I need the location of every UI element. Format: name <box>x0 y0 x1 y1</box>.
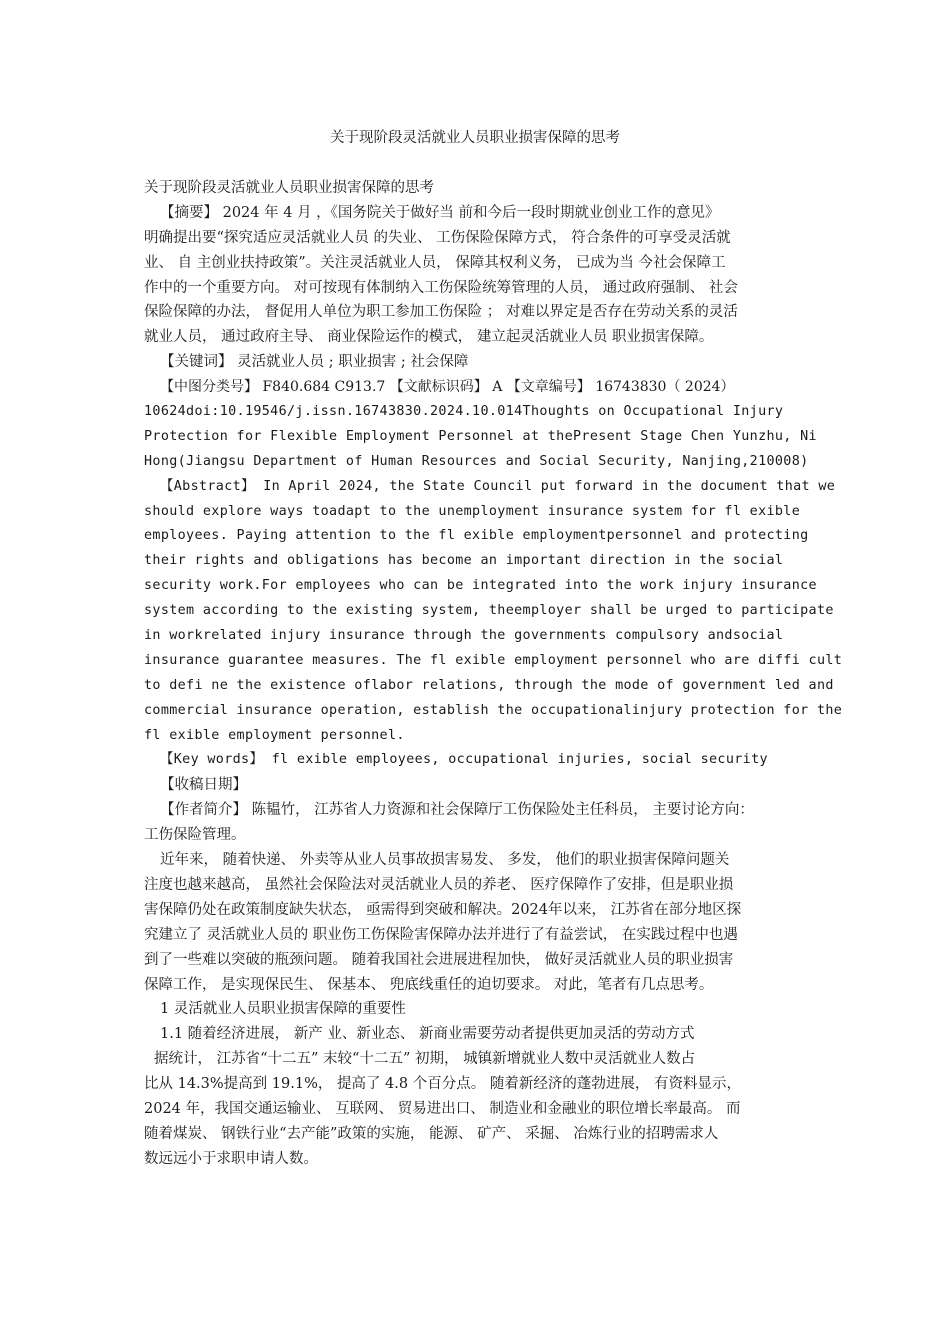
paragraph-line: 到了一些难以突破的瓶颈问题。 随着我国社会进展进程加快， 做好灵活就业人员的职业损害 <box>144 951 734 968</box>
received-date-line: 【收稿日期】 <box>160 777 247 794</box>
abstract-cn-line: 【摘要】 2024 年 4 月 ，《国务院关于做好当 前和今后一段时期就业创业工作的意见》 <box>160 204 720 221</box>
abstract-en-line: in workrelated injury insurance through the governments compulsory andsocial <box>144 628 784 644</box>
section-heading: 1 灵活就业人员职业损害保障的重要性 <box>160 1001 406 1018</box>
abstract-cn-line: 保险保障的办法， 督促用人单位为职工参加工伤保险 ； 对难以界定是否存在劳动关系的灵活 <box>144 304 738 321</box>
abstract-en-line: should explore ways toadapt to the unemployment insurance system for fl exible <box>144 503 801 519</box>
paragraph-line: 数远远小于求职申请人数。 <box>144 1150 318 1167</box>
keywords-cn-line: 【关键词】 灵活就业人员 ; 职业损害 ; 社会保障 <box>160 354 469 371</box>
paragraph-line: 保障工作， 是实现保民生、 保基本、 兜底线重任的迫切要求。 对此，笔者有几点思考。 <box>144 976 714 993</box>
heading-line: 关于现阶段灵活就业人员职业损害保障的思考 <box>144 180 434 196</box>
paragraph-line: 据统计， 江苏省“十二五” 末较“十二五” 初期， 城镇新增就业人数中灵活就业人数占 <box>154 1051 696 1068</box>
abstract-en-line: commercial insurance operation, establish the occupationalinjury protection for the <box>144 702 843 718</box>
abstract-cn-line: 业、 自 主创业扶持政策”。关注灵活就业人员， 保障其权利义务， 已成为当 今社会保障工 <box>144 254 726 271</box>
abstract-en-line: insurance guarantee measures. The fl exible employment personnel who are diffi cult <box>144 652 843 668</box>
affiliation-line: Hong(Jiangsu Department of Human Resources and Social Security, Nanjing,210008) <box>144 453 809 469</box>
abstract-cn-line: 就业人员， 通过政府主导、 商业保险运作的模式， 建立起灵活就业人员 职业损害保障。 <box>144 329 714 346</box>
document-body <box>144 176 843 1172</box>
paragraph-line: 随着煤炭、 钢铁行业“去产能”政策的实施， 能源、 矿产、 采掘、 冶炼行业的招聘需求人 <box>144 1125 719 1142</box>
paragraph-line: 注度也越来越高， 虽然社会保险法对灵活就业人员的养老、 医疗保障作了安排，但是职业损 <box>144 876 734 893</box>
abstract-en-line: employees. Paying attention to the fl exible employmentpersonnel and protecting <box>144 528 809 544</box>
abstract-en-line: to defi ne the existence oflabor relations, through the mode of government led and <box>144 677 834 693</box>
paragraph-line: 2024 年，我国交通运输业、 互联网、 贸易进出口、 制造业和金融业的职位增长率最高。 而 <box>144 1100 741 1117</box>
classification-line: 【中图分类号】 F840.684 C913.7 【文献标识码】 A 【文章编号】 16743830（ 2024） <box>160 379 735 396</box>
english-title-line: Protection for Flexible Employment Personnel at thePresent Stage Chen Yunzhu, Ni <box>144 428 817 444</box>
author-info-line: 工伤保险管理。 <box>144 827 246 844</box>
abstract-en-line: 【Abstract】 In April 2024, the State Council put forward in the document that we <box>160 478 836 494</box>
abstract-en-line: fl exible employment personnel. <box>144 727 405 743</box>
paragraph-line: 害保障仍处在政策制度缺失状态， 亟需得到突破和解决。2024年以来， 江苏省在部分地区探 <box>144 901 742 918</box>
paragraph-line: 究建立了 灵活就业人员的 职业伤工伤保险害保障办法并进行了有益尝试， 在实践过程中也遇 <box>144 926 738 943</box>
abstract-en-line: system according to the existing system, theemployer shall be urged to participate <box>144 603 834 619</box>
author-info-line: 【作者简介】 陈韫竹， 江苏省人力资源和社会保障厅工伤保险处主任科员， 主要讨论方向： <box>160 802 754 819</box>
abstract-cn-line: 明确提出要“探究适应灵活就业人员 的失业、 工伤保险保障方式， 符合条件的可享受灵活就 <box>144 229 731 246</box>
document-title: 关于现阶段灵活就业人员职业损害保障的思考 <box>330 130 620 146</box>
subsection-heading: 1.1 随着经济进展， 新产 业、新业态、 新商业需要劳动者提供更加灵活的劳动方式 <box>160 1026 695 1043</box>
abstract-en-line: their rights and obligations has become an important direction in the social <box>144 553 784 569</box>
doi-line: 10624doi:10.19546/j.issn.16743830.2024.10.014Thoughts on Occupational Injury <box>144 404 784 420</box>
abstract-en-line: security work.For employees who can be integrated into the work injury insurance <box>144 578 817 594</box>
paragraph-line: 近年来， 随着快递、 外卖等从业人员事故损害易发、 多发， 他们的职业损害保障问题关 <box>160 852 730 869</box>
paragraph-line: 比从 14.3%提高到 19.1%， 提高了 4.8 个百分点。 随着新经济的蓬勃进展， 有资料显示， <box>144 1076 741 1093</box>
keywords-en-line: 【Key words】 fl exible employees, occupational injuries, social security <box>160 752 768 768</box>
abstract-cn-line: 作中的一个重要方向。 对可按现有体制纳入工伤保险统筹管理的人员， 通过政府强制、 社会 <box>144 279 738 296</box>
